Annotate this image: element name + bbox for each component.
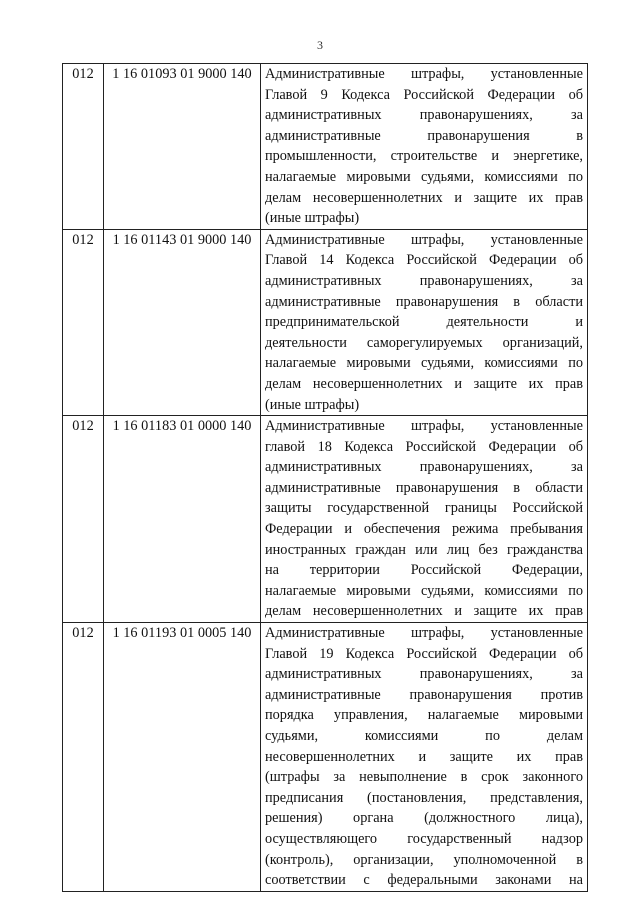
description-line: административных правонарушениях, за [265,666,583,683]
admin-code-cell: 012 [63,416,104,623]
description-line: (контроль), организации, уполномоченной в [265,851,583,868]
description-line: (иные штрафы) [265,210,360,227]
page-number: 3 [317,38,323,52]
description-line: судьями, комиссиями по делам [265,728,583,744]
description-line: иностранных граждан или лиц без гражданства [265,541,583,558]
description-line: защиты государственной границы Российской [265,500,583,517]
description-line: делам несовершеннолетних и защите их прав [265,603,583,620]
description-line: главой 18 Кодекса Российской Федерации об [265,438,583,455]
kbk-code-cell: 1 16 01093 01 9000 140 [104,64,261,230]
description-line: Административные штрафы, установленные [265,418,583,435]
admin-code-cell: 012 [63,64,104,230]
description-line: предпринимательской деятельности и [265,314,583,331]
description-line: административные правонарушения против [265,686,583,703]
description-cell [261,229,588,415]
table-row [63,416,588,623]
budget-classification-table [62,63,588,892]
description-line: административных правонарушениях, за [265,459,583,476]
description-cell [261,416,588,623]
description-line: предписания (постановления, представления, [265,789,583,806]
description-line: промышленности, строительстве и энергетике, [265,148,583,165]
description-line: налагаемые мировыми судьями, комиссиями по [265,355,583,372]
table-row [63,64,588,230]
kbk-code-cell: 1 16 01183 01 0000 140 [104,416,261,623]
description-line: делам несовершеннолетних и защите их прав [265,189,583,206]
kbk-code-cell: 1 16 01143 01 9000 140 [104,229,261,415]
description-line: делам несовершеннолетних и защите их прав [265,375,583,392]
description-line: Главой 19 Кодекса Российской Федерации об [265,645,583,662]
description-line: Административные штрафы, установленные [265,66,583,82]
description-line: несовершеннолетних и защите их прав [265,748,583,765]
admin-code-cell: 012 [63,623,104,892]
description-cell [261,623,588,892]
description-line: Главой 9 Кодекса Российской Федерации об [265,86,583,103]
description-line: (иные штрафы) [265,396,360,413]
description-line: решения) органа (должностного лица), [265,810,583,827]
description-line: Административные штрафы, установленные [265,625,583,642]
description-cell [261,64,588,230]
description-line: порядка управления, налагаемые мировыми [265,707,583,724]
description-line: на территории Российской Федерации, [265,562,583,579]
admin-code-cell: 012 [63,229,104,415]
table-row [63,623,588,892]
description-line: административные правонарушения в области [265,479,583,496]
description-line: осуществляющего государственный надзор [265,830,583,847]
description-line: налагаемые мировыми судьями, комиссиями по [265,168,583,185]
description-line: деятельности саморегулируемых организаций, [265,334,583,351]
description-line: административные правонарушения в области [265,293,583,310]
description-line: налагаемые мировыми судьями, комиссиями по [265,582,583,599]
description-line: Главой 14 Кодекса Российской Федерации об [265,252,583,269]
description-line: административные правонарушения в [265,127,583,144]
description-line: Федерации и обеспечения режима пребывания [265,521,583,538]
kbk-code-cell: 1 16 01193 01 0005 140 [104,623,261,892]
table-body [63,64,588,892]
description-line: Административные штрафы, установленные [265,231,583,248]
description-line: (штрафы за невыполнение в срок законного [265,769,583,786]
description-line: административных правонарушениях, за [265,272,583,289]
description-line: соответствии с федеральными законами на [265,872,583,889]
table-row [63,229,588,415]
description-line: административных правонарушениях, за [265,107,583,124]
